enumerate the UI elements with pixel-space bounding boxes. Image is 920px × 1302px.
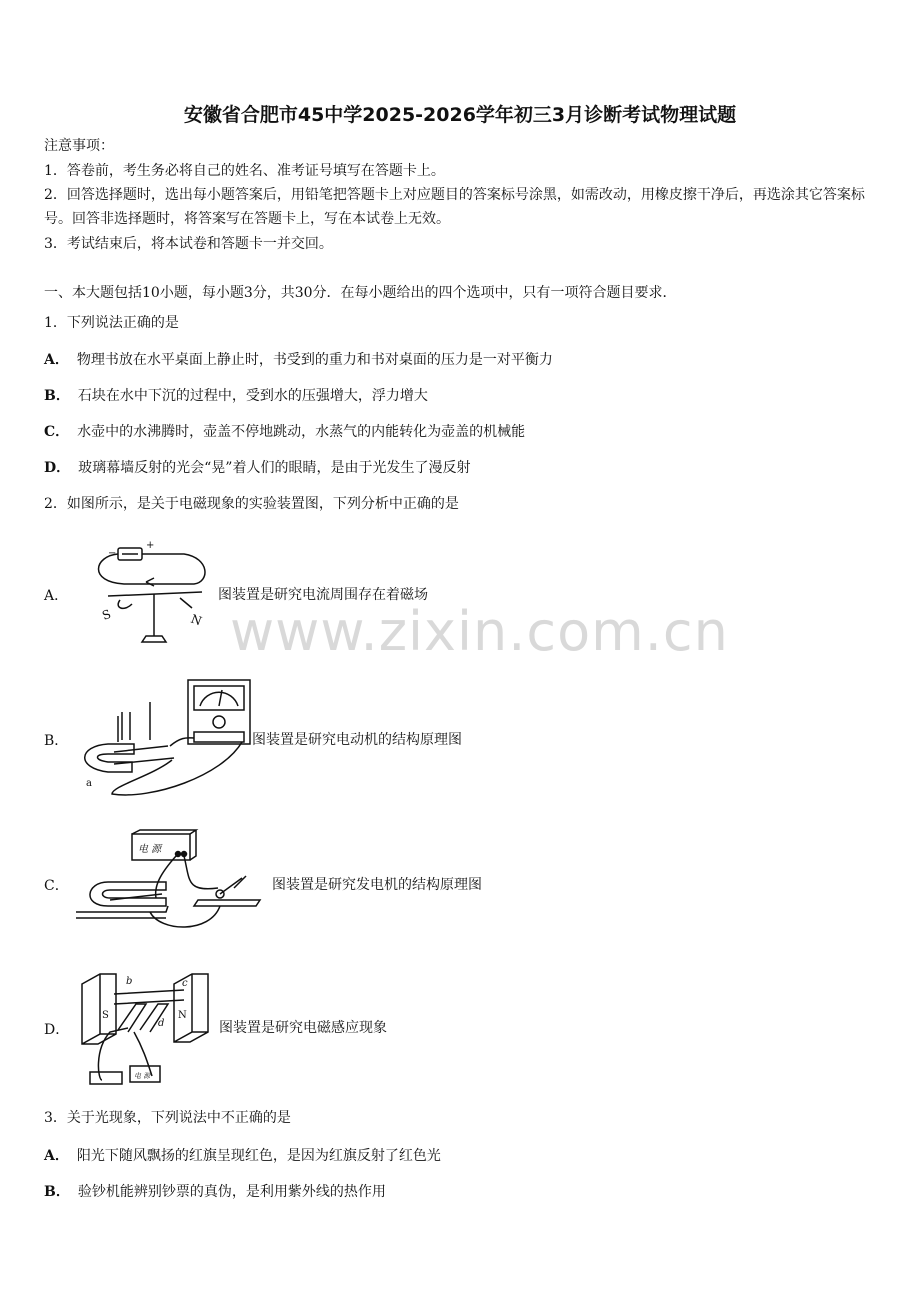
figure-galvanometer-magnet	[72, 676, 252, 800]
q1-option-c[interactable]	[44, 421, 525, 441]
option-text: 玻璃幕墙反射的光会“晃”着人们的眼睛，是由于光发生了漫反射	[78, 460, 471, 476]
section-heading: 一、本大题包括10小题，每小题3分，共30分．在每小题给出的四个选项中，只有一项符合题目要求．	[44, 285, 677, 301]
figure-conductor-rails-magnet	[74, 970, 216, 1094]
question-1-stem: 1．下列说法正确的是	[44, 315, 179, 331]
option-letter: B．	[44, 1184, 70, 1200]
q1-option-b[interactable]	[44, 385, 428, 405]
magnet-n-label: N	[178, 1010, 187, 1021]
q2-option-b-text: 图装置是研究电动机的结构原理图	[252, 732, 462, 748]
svg-text:−: −	[108, 548, 117, 559]
figure-oersted-experiment	[84, 538, 214, 650]
q2-option-a-letter[interactable]: A．	[44, 588, 69, 604]
rail-b-label: b	[126, 976, 133, 987]
option-letter: B．	[44, 388, 70, 404]
rail-c-label: c	[182, 978, 188, 989]
option-text: 水壶中的水沸腾时，壶盖不停地跳动，水蒸气的内能转化为壶盖的机械能	[77, 424, 526, 440]
option-letter: A．	[44, 1148, 69, 1164]
q1-option-d[interactable]	[44, 457, 470, 477]
q2-option-c-letter[interactable]: C．	[44, 878, 69, 894]
option-text: 验钞机能辨别钞票的真伪，是利用紫外线的热作用	[77, 1184, 386, 1200]
q2-option-d-text: 图装置是研究电磁感应现象	[219, 1020, 387, 1036]
watermark: www.zixin.com.cn	[230, 600, 729, 663]
rail-d-label: d	[158, 1018, 165, 1029]
notice-heading: 注意事项：	[44, 138, 114, 154]
option-text: 物理书放在水平桌面上静止时，书受到的重力和书对桌面的压力是一对平衡力	[76, 352, 553, 368]
pole-n-label: N	[188, 611, 204, 629]
q2-option-d-letter[interactable]: D．	[44, 1022, 70, 1038]
q2-option-b-letter[interactable]: B．	[44, 733, 69, 749]
option-text: 阳光下随风飘扬的红旗呈现红色，是因为红旗反射了红色光	[76, 1148, 441, 1164]
notice-item-2: 2．回答选择题时，选出每小题答案后，用铅笔把答题卡上对应题目的答案标号涂黑，如需改动，用橡皮擦干净后，再选涂其它答案标号。回答非选择题时，将答案写在答题卡上，写在本试卷上无效。	[44, 187, 865, 227]
figure-power-source-magnet-switch	[70, 828, 270, 938]
option-letter: C．	[44, 424, 70, 440]
q3-option-b[interactable]	[44, 1181, 386, 1201]
q3-option-a[interactable]	[44, 1145, 441, 1165]
svg-text:a: a	[86, 778, 92, 789]
option-letter: A．	[44, 352, 69, 368]
q1-option-a[interactable]	[44, 349, 553, 369]
question-3-stem: 3．关于光现象，下列说法中不正确的是	[44, 1110, 291, 1126]
q2-option-c-text: 图装置是研究发电机的结构原理图	[272, 877, 482, 893]
svg-text:+: +	[146, 540, 155, 551]
option-text: 石块在水中下沉的过程中，受到水的压强增大，浮力增大	[77, 388, 428, 404]
exam-title: 安徽省合肥市45中学2025-2026学年初三3月诊断考试物理试题	[183, 104, 737, 126]
notice-item-3: 3．考试结束后，将本试卷和答题卡一并交回。	[44, 236, 333, 252]
question-2-stem: 2．如图所示，是关于电磁现象的实验装置图，下列分析中正确的是	[44, 496, 459, 512]
notice-item-1: 1．答卷前，考生务必将自己的姓名、准考证号填写在答题卡上。	[44, 163, 445, 179]
pole-s-label: S	[100, 606, 113, 623]
option-letter: D．	[44, 460, 71, 476]
magnet-s-label: S	[102, 1010, 109, 1021]
power-source-label: 电 源	[138, 844, 162, 855]
d-power-label: 电 源	[134, 1072, 151, 1080]
q2-option-a-text: 图装置是研究电流周围存在着磁场	[218, 587, 428, 603]
